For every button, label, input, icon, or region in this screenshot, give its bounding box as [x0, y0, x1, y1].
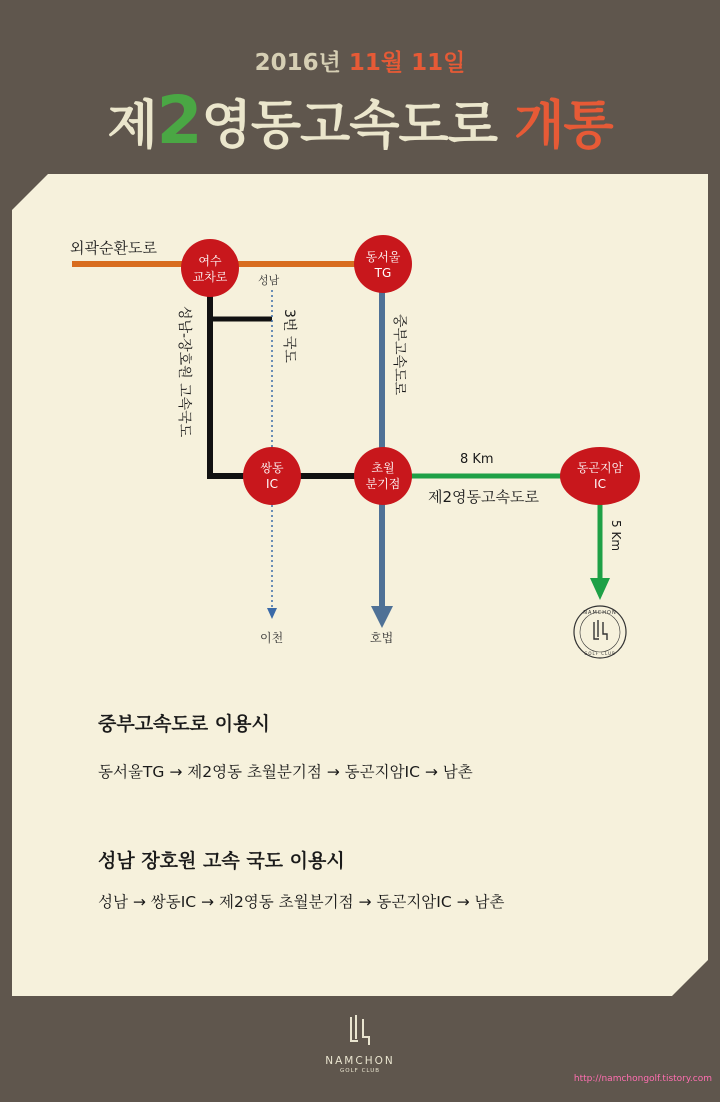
seongnam-janghowon-label: 성남-장호원 고속국도 [176, 306, 192, 438]
node-ssangdong-line2: IC [266, 477, 278, 491]
hobeop-place-label: 호법 [370, 631, 394, 645]
route3-label: 3번 국도 [281, 309, 297, 363]
seongnam-janghowon-road [210, 268, 372, 476]
footer-sub: GOLF CLUB [340, 1068, 380, 1074]
golf-badge-top-text: NAMCHON [583, 610, 617, 616]
node-dongseoul-line1: 동서울 [365, 250, 401, 264]
node-yeosu-line1: 여수 [198, 254, 222, 268]
title-opening: 개통 [514, 96, 613, 156]
route-2-path: 성남 → 쌍동IC → 제2영동 초월분기점 → 동곤지암IC → 남촌 [98, 893, 505, 911]
node-yeosu-line2: 교차로 [192, 270, 228, 284]
golf-badge-bottom-text: GOLF CLUB [584, 651, 616, 656]
seongnam-place-label: 성남 [258, 274, 280, 287]
title-number: 2 [156, 82, 202, 159]
node-chowol [354, 447, 412, 505]
title-prefix: 제 [107, 96, 157, 156]
node-chowol-line2: 분기점 [365, 477, 401, 491]
golf-arrow [590, 578, 610, 600]
namchon-logo-icon [345, 1015, 375, 1047]
node-donggonjiam [560, 447, 640, 505]
yeongdong2-label: 제2영동고속도로 [428, 488, 539, 506]
node-donggonjiam-line1: 동곤지암 [576, 461, 624, 475]
node-donggonjiam-line2: IC [594, 477, 606, 491]
node-ssangdong [243, 447, 301, 505]
distance-5km: 5 Km [609, 520, 623, 552]
date-month: 11월 [348, 50, 404, 76]
jungbu-label: 중부고속도로 [391, 314, 407, 396]
date-day: 11일 [403, 50, 466, 76]
distance-8km: 8 Km [460, 452, 494, 467]
route3-arrow [267, 608, 277, 619]
footer-brand: NAMCHON [325, 1055, 395, 1067]
node-yeosu [181, 239, 239, 297]
title-road-name: 영동고속도로 [201, 96, 515, 156]
footer-logo [310, 1015, 410, 1074]
blog-watermark[interactable]: http://namchongolf.tistory.com [573, 1074, 712, 1084]
node-chowol-line1: 초월 [371, 461, 395, 475]
route-2-title: 성남 장호원 고속 국도 이용시 [98, 850, 345, 872]
node-dongseoul-line2: TG [374, 266, 392, 280]
node-ssangdong-line1: 쌍동 [260, 461, 284, 475]
route-1-title: 중부고속도로 이용시 [98, 713, 270, 735]
jungbu-arrow [371, 606, 393, 628]
icheon-place-label: 이천 [260, 631, 284, 645]
outer-ring-label: 외곽순환도로 [70, 239, 157, 257]
date-year: 2016년 [254, 50, 349, 76]
namchon-golf-badge [574, 606, 626, 658]
route-1-path: 동서울TG → 제2영동 초월분기점 → 동곤지암IC → 남촌 [98, 763, 473, 781]
node-dongseoul [354, 235, 412, 293]
